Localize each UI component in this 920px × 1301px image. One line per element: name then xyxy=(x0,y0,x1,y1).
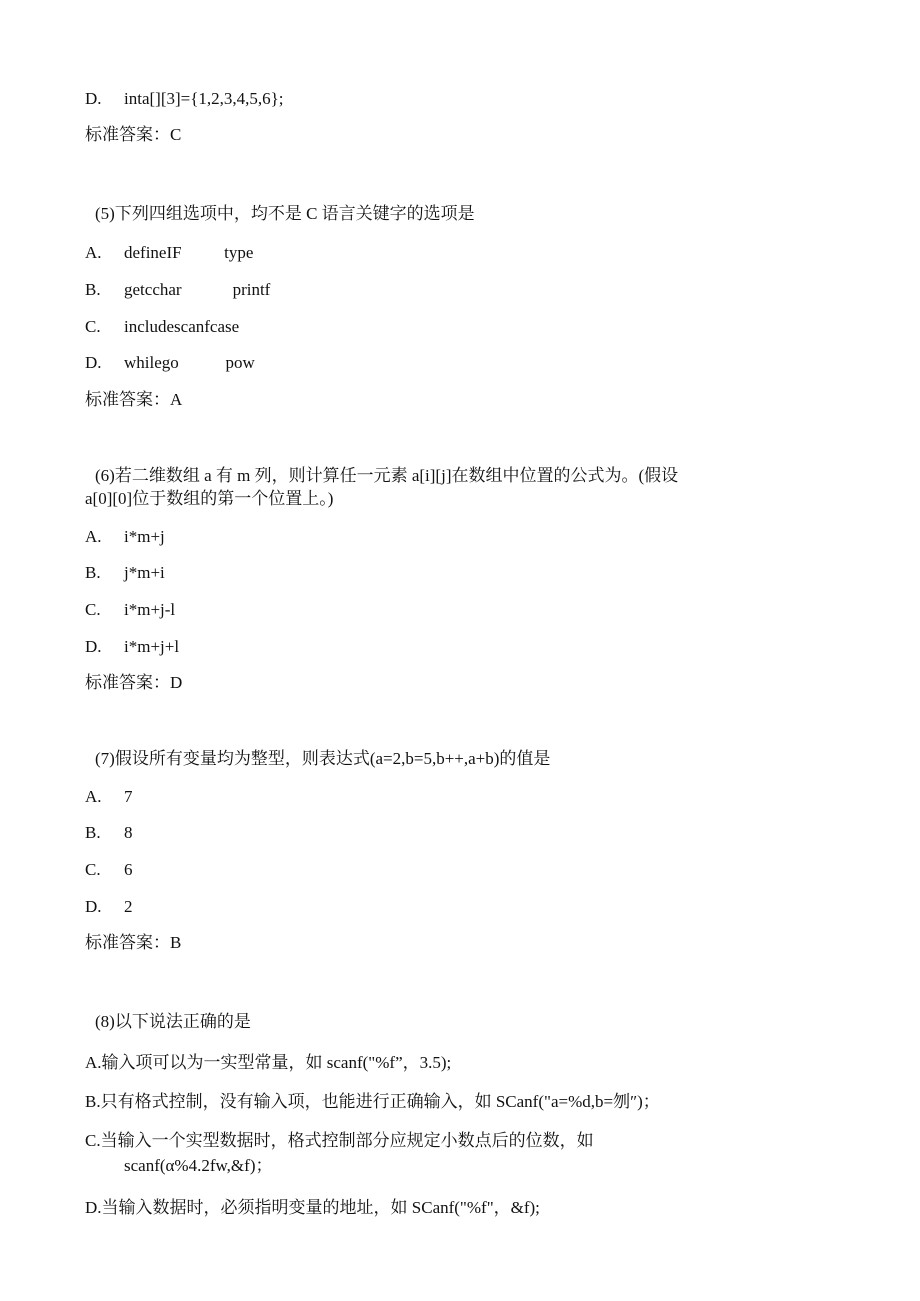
q6-option-d-letter: D. xyxy=(85,637,102,656)
q7-option-d-letter: D. xyxy=(85,897,102,916)
q6-option-b-letter: B. xyxy=(85,563,101,582)
q8-option-c-line1: C.当输入一个实型数据时，格式控制部分应规定小数点后的位数，如 xyxy=(85,1131,594,1150)
q7-option-b-letter: B. xyxy=(85,823,101,842)
q5-option-b-text: getcchar printf xyxy=(124,280,271,299)
q4-option-d-text: inta[][3]={1,2,3,4,5,6}; xyxy=(124,89,284,108)
q7-option-a-text: 7 xyxy=(124,787,133,806)
q7-option-b-text: 8 xyxy=(124,823,133,842)
q8-option-a: A.输入项可以为一实型常量，如 scanf("%f”，3.5); xyxy=(85,1053,452,1072)
q5-option-a-letter: A. xyxy=(85,243,102,262)
q6-option-d-text: i*m+j+l xyxy=(124,637,180,656)
q5-title: (5)下列四组选项中，均不是 C 语言关键字的选项是 xyxy=(95,204,475,223)
q7-answer: 标准答案：B xyxy=(85,933,182,952)
q5-option-b-letter: B. xyxy=(85,280,101,299)
q5-option-c-letter: C. xyxy=(85,317,101,336)
q4-answer: 标准答案：C xyxy=(85,125,182,144)
q6-answer: 标准答案：D xyxy=(85,673,183,692)
q6-option-a-text: i*m+j xyxy=(124,527,165,546)
q6-option-a-letter: A. xyxy=(85,527,102,546)
q5-option-d-letter: D. xyxy=(85,353,102,372)
q7-option-c-letter: C. xyxy=(85,860,101,879)
q6-option-c-letter: C. xyxy=(85,600,101,619)
q6-option-b-text: j*m+i xyxy=(124,563,165,582)
q8-option-b: B.只有格式控制，没有输入项，也能进行正确输入，如 SCanf("a=%d,b=刎″)； xyxy=(85,1092,660,1111)
q5-option-c-text: includescanfcase xyxy=(124,317,240,336)
q8-option-d: D.当输入数据时，必须指明变量的地址，如 SCanf("%f"，&f); xyxy=(85,1198,540,1217)
q8-title: (8)以下说法正确的是 xyxy=(95,1012,251,1031)
q4-option-d-letter: D. xyxy=(85,89,102,108)
q6-title-line1: (6)若二维数组 a 有 m 列，则计算任一元素 a[i][j]在数组中位置的公式为。(假设 xyxy=(95,466,679,485)
q7-title: (7)假设所有变量均为整型，则表达式(a=2,b=5,b++,a+b)的值是 xyxy=(95,749,551,768)
q5-answer: 标准答案：A xyxy=(85,390,183,409)
q8-option-c-line2: scanf(α%4.2fw,&f)； xyxy=(124,1156,273,1175)
q7-option-c-text: 6 xyxy=(124,860,133,879)
q7-option-a-letter: A. xyxy=(85,787,102,806)
q5-option-a-text: defineIF type xyxy=(124,243,254,262)
q6-option-c-text: i*m+j-l xyxy=(124,600,176,619)
q5-option-d-text: whilego pow xyxy=(124,353,255,372)
q6-title-line2: a[0][0]位于数组的第一个位置上。) xyxy=(85,489,334,508)
q7-option-d-text: 2 xyxy=(124,897,133,916)
